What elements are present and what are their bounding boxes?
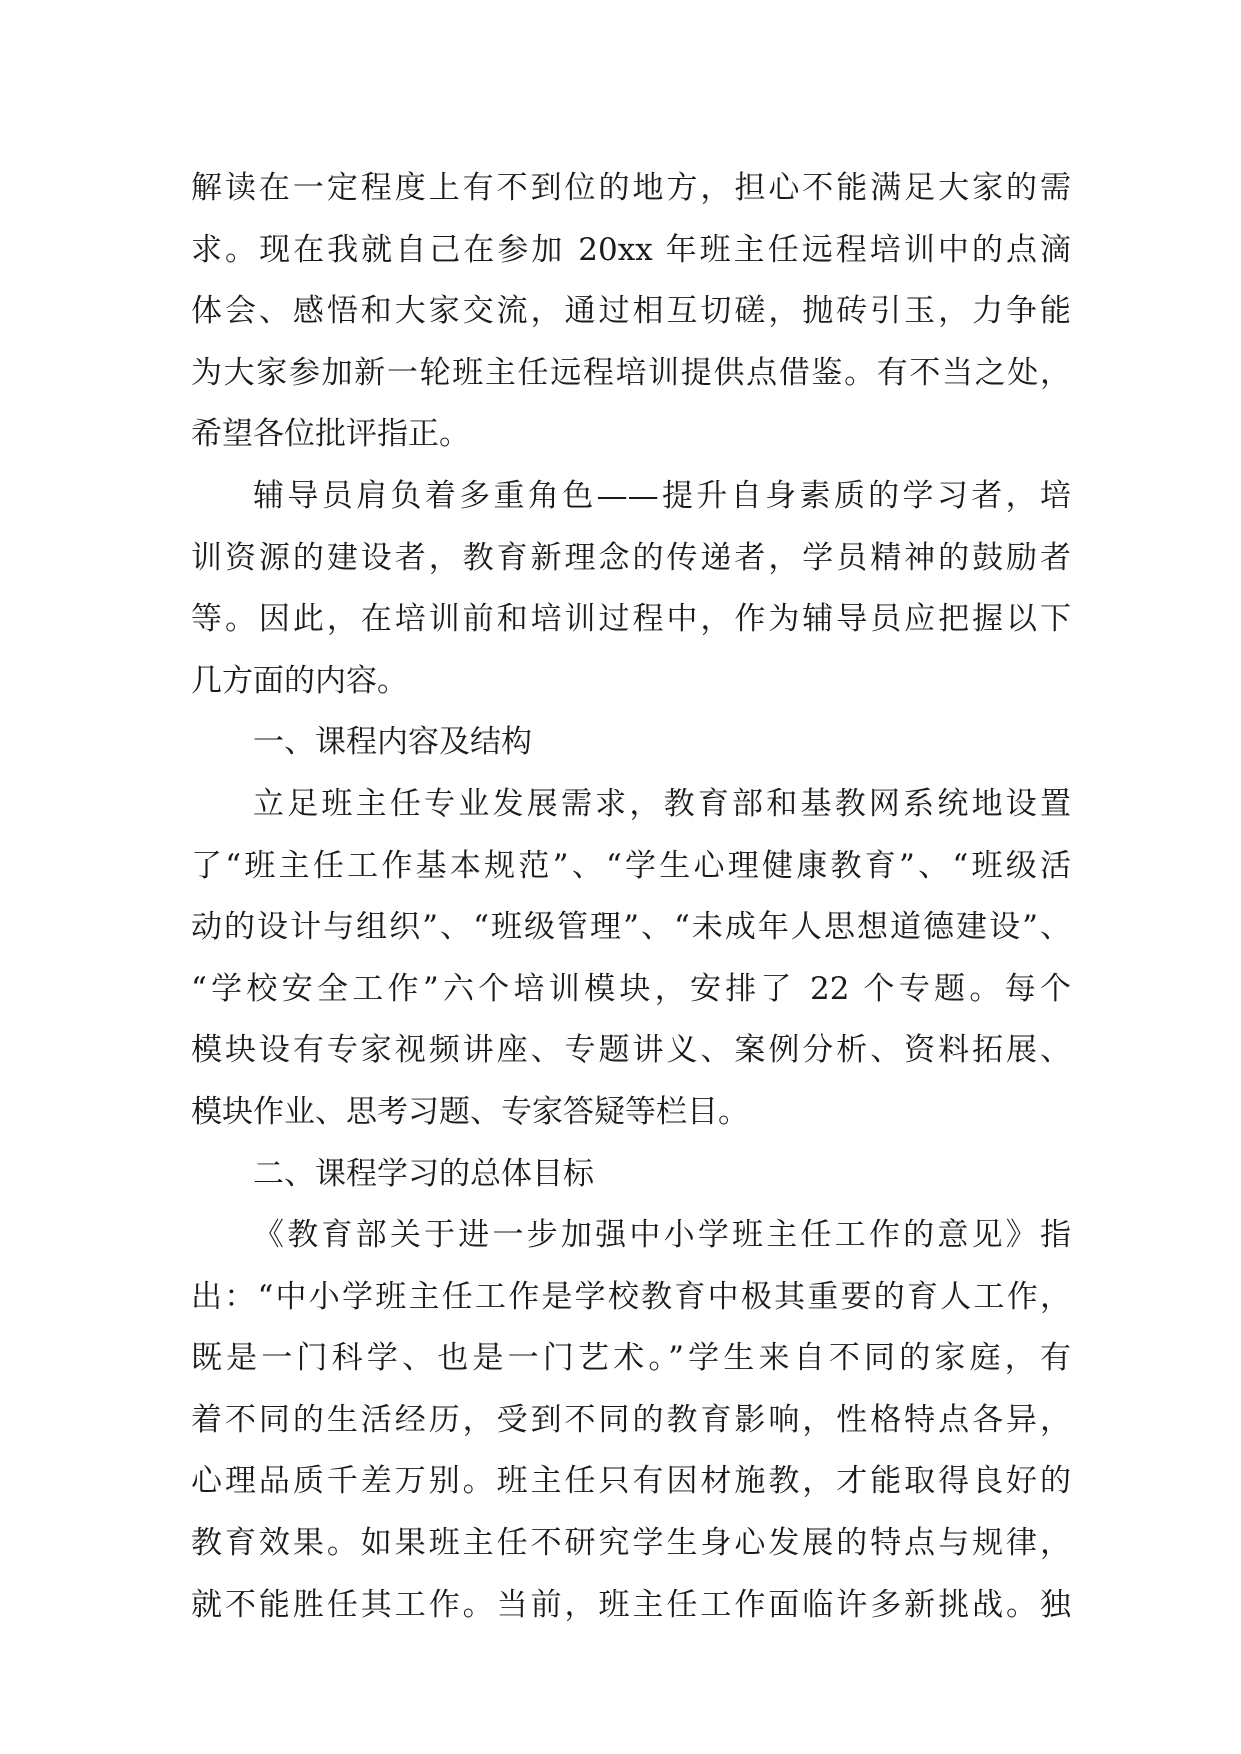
document-body xyxy=(191,158,1071,1636)
text-line: 一、课程内容及结构 xyxy=(253,724,532,761)
text-line: 训资源的建设者，教育新理念的传递者，学员精神的鼓励者 xyxy=(191,539,1071,576)
text-line: 了“班主任工作基本规范”、“学生心理健康教育”、“班级活 xyxy=(191,847,1071,884)
text-line: 着不同的生活经历，受到不同的教育影响，性格特点各异， xyxy=(191,1401,1071,1438)
text-line: 等。因此，在培训前和培训过程中，作为辅导员应把握以下 xyxy=(191,601,1071,638)
text-line: 解读在一定程度上有不到位的地方，担心不能满足大家的需 xyxy=(191,170,1071,206)
text-line: 辅导员肩负着多重角色——提升自身素质的学习者，培 xyxy=(253,477,1071,514)
text-line: 模块作业、思考习题、专家答疑等栏目。 xyxy=(191,1093,749,1130)
text-line: 《教育部关于进一步加强中小学班主任工作的意见》指 xyxy=(253,1217,1071,1254)
text-line: 立足班主任专业发展需求，教育部和基教网系统地设置 xyxy=(253,785,1071,822)
text-line: 教育效果。如果班主任不研究学生身心发展的特点与规律， xyxy=(191,1525,1071,1562)
text-line: 既是一门科学、也是一门艺术。”学生来自不同的家庭，有 xyxy=(191,1340,1071,1377)
text-line: 体会、感悟和大家交流，通过相互切磋，抛砖引玉，力争能 xyxy=(191,293,1071,330)
text-line: 就不能胜任其工作。当前，班主任工作面临许多新挑战。独 xyxy=(191,1586,1071,1623)
text-line: 出：“中小学班主任工作是学校教育中极其重要的育人工作， xyxy=(191,1278,1071,1315)
text-line: 动的设计与组织”、“班级管理”、“未成年人思想道德建设”、 xyxy=(191,909,1071,946)
text-line: 心理品质千差万别。班主任只有因材施教，才能取得良好的 xyxy=(191,1463,1071,1500)
text-line: 模块设有专家视频讲座、专题讲义、案例分析、资料拓展、 xyxy=(191,1032,1071,1069)
text-line: “学校安全工作”六个培训模块，安排了 22 个专题。每个 xyxy=(191,970,1071,1007)
text-line: 二、课程学习的总体目标 xyxy=(253,1155,594,1192)
text-line: 希望各位批评指正。 xyxy=(191,416,470,453)
text-line: 求。现在我就自己在参加 20xx 年班主任远程培训中的点滴 xyxy=(191,231,1071,268)
text-line: 为大家参加新一轮班主任远程培训提供点借鉴。有不当之处， xyxy=(191,354,1071,391)
text-line: 几方面的内容。 xyxy=(191,662,408,699)
